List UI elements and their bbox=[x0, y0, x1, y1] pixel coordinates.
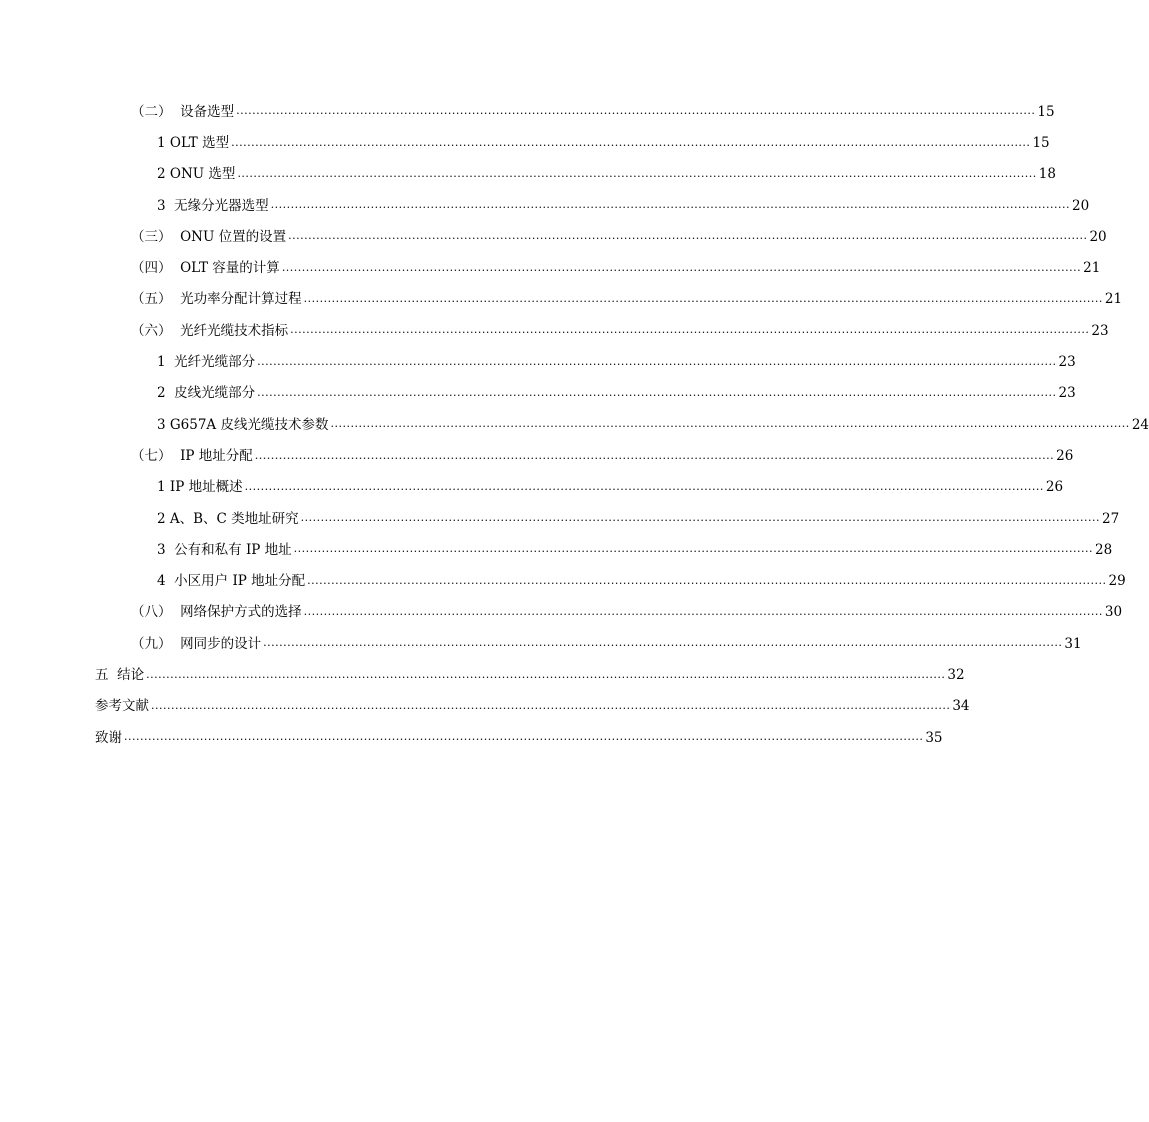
table-of-contents bbox=[0, 96, 1149, 753]
toc-entry-page: 34 bbox=[952, 698, 970, 715]
toc-entry[interactable] bbox=[0, 628, 1082, 659]
toc-entry-label: 致谢 bbox=[95, 729, 122, 746]
toc-entry-label: （九） 网同步的设计 bbox=[131, 635, 262, 652]
toc-entry[interactable] bbox=[0, 722, 943, 753]
toc-entry[interactable] bbox=[0, 691, 970, 722]
dot-leader: ........................................................................................................................................................................................................ bbox=[288, 229, 1088, 243]
toc-entry[interactable] bbox=[0, 190, 1090, 221]
dot-leader: ........................................................................................................................................................................................................ bbox=[237, 166, 1037, 180]
toc-entry-label: 1 OLT 选型 bbox=[157, 134, 230, 151]
toc-entry-page: 30 bbox=[1104, 604, 1123, 621]
dot-leader: ........................................................................................................................................................................................................ bbox=[293, 542, 1093, 556]
toc-entry[interactable] bbox=[0, 440, 1074, 471]
toc-entry-label: 1 光纤光缆部分 bbox=[157, 354, 256, 371]
dot-leader: ........................................................................................................................................................................................................ bbox=[303, 292, 1103, 306]
dot-leader: ........................................................................................................................................................................................................ bbox=[254, 448, 1055, 462]
toc-entry[interactable] bbox=[0, 159, 1056, 190]
toc-entry-page: 26 bbox=[1056, 447, 1074, 464]
toc-entry-page: 21 bbox=[1104, 291, 1123, 308]
toc-entry-label: （六） 光纤光缆技术指标 bbox=[131, 322, 289, 339]
toc-entry-label: 4 小区用户 IP 地址分配 bbox=[157, 573, 306, 590]
dot-leader: ........................................................................................................................................................................................................ bbox=[281, 260, 1082, 274]
toc-entry-label: 3 无缘分光器选型 bbox=[157, 197, 269, 214]
toc-entry[interactable] bbox=[0, 503, 1120, 534]
dot-leader: ........................................................................................................................................................................................................ bbox=[303, 605, 1103, 619]
dot-leader: ........................................................................................................................................................................................................ bbox=[270, 198, 1070, 212]
dot-leader: ........................................................................................................................................................................................................ bbox=[290, 323, 1090, 337]
toc-entry[interactable] bbox=[0, 659, 965, 690]
toc-entry-label: 2 ONU 选型 bbox=[157, 166, 236, 183]
dot-leader: ........................................................................................................................................................................................................ bbox=[151, 698, 951, 712]
toc-entry-label: 参考文献 bbox=[95, 698, 149, 715]
toc-entry-page: 26 bbox=[1045, 479, 1064, 496]
toc-entry-page: 35 bbox=[925, 729, 943, 746]
toc-entry[interactable] bbox=[0, 252, 1101, 283]
toc-entry[interactable] bbox=[0, 221, 1107, 252]
toc-entry[interactable] bbox=[0, 127, 1050, 158]
toc-entry[interactable] bbox=[0, 378, 1076, 409]
dot-leader: ........................................................................................................................................................................................................ bbox=[244, 479, 1044, 493]
toc-entry-page: 20 bbox=[1072, 197, 1090, 214]
dot-leader: ........................................................................................................................................................................................................ bbox=[330, 417, 1130, 431]
toc-entry-label: （四） OLT 容量的计算 bbox=[131, 260, 280, 277]
toc-entry-label: （八） 网络保护方式的选择 bbox=[131, 604, 302, 621]
dot-leader: ........................................................................................................................................................................................................ bbox=[124, 730, 924, 744]
toc-entry-page: 15 bbox=[1032, 134, 1050, 151]
dot-leader: ........................................................................................................................................................................................................ bbox=[146, 667, 946, 681]
toc-entry[interactable] bbox=[0, 346, 1076, 377]
toc-entry-page: 32 bbox=[947, 666, 965, 683]
toc-entry-page: 21 bbox=[1083, 260, 1101, 277]
toc-entry-page: 28 bbox=[1095, 541, 1113, 558]
toc-entry[interactable] bbox=[0, 472, 1064, 503]
toc-entry-label: 2 皮线光缆部分 bbox=[157, 385, 256, 402]
toc-entry-page: 31 bbox=[1064, 635, 1082, 652]
dot-leader: ........................................................................................................................................................................................................ bbox=[300, 511, 1100, 525]
toc-entry-label: 2 A、B、C 类地址研究 bbox=[157, 510, 299, 527]
toc-entry-page: 29 bbox=[1108, 573, 1126, 590]
toc-entry-page: 23 bbox=[1058, 354, 1076, 371]
dot-leader: ........................................................................................................................................................................................................ bbox=[236, 104, 1036, 118]
toc-entry[interactable] bbox=[0, 534, 1113, 565]
toc-entry-label: 五 结论 bbox=[95, 666, 145, 683]
toc-entry[interactable] bbox=[0, 409, 1149, 440]
toc-entry-page: 23 bbox=[1058, 385, 1076, 402]
toc-entry-page: 15 bbox=[1037, 103, 1055, 120]
toc-entry-page: 27 bbox=[1102, 510, 1120, 527]
dot-leader: ........................................................................................................................................................................................................ bbox=[257, 354, 1057, 368]
toc-entry-page: 24 bbox=[1131, 416, 1149, 433]
dot-leader: ........................................................................................................................................................................................................ bbox=[263, 636, 1063, 650]
toc-entry-label: 3 公有和私有 IP 地址 bbox=[157, 541, 292, 558]
dot-leader: ........................................................................................................................................................................................................ bbox=[231, 135, 1031, 149]
toc-entry[interactable] bbox=[0, 315, 1109, 346]
toc-entry[interactable] bbox=[0, 565, 1126, 596]
toc-entry-page: 18 bbox=[1038, 166, 1056, 183]
dot-leader: ........................................................................................................................................................................................................ bbox=[257, 385, 1057, 399]
toc-entry[interactable] bbox=[0, 597, 1123, 628]
toc-entry-page: 23 bbox=[1091, 322, 1109, 339]
toc-entry-label: （七） IP 地址分配 bbox=[131, 447, 253, 464]
toc-entry-label: （五） 光功率分配计算过程 bbox=[131, 291, 302, 308]
dot-leader: ........................................................................................................................................................................................................ bbox=[307, 573, 1107, 587]
toc-entry-label: 1 IP 地址概述 bbox=[157, 479, 243, 496]
toc-entry[interactable] bbox=[0, 96, 1055, 127]
toc-entry-label: （二） 设备选型 bbox=[131, 103, 235, 120]
toc-entry-label: （三） ONU 位置的设置 bbox=[131, 228, 287, 245]
toc-entry[interactable] bbox=[0, 284, 1123, 315]
toc-entry-label: 3 G657A 皮线光缆技术参数 bbox=[157, 416, 329, 433]
toc-entry-page: 20 bbox=[1089, 228, 1107, 245]
